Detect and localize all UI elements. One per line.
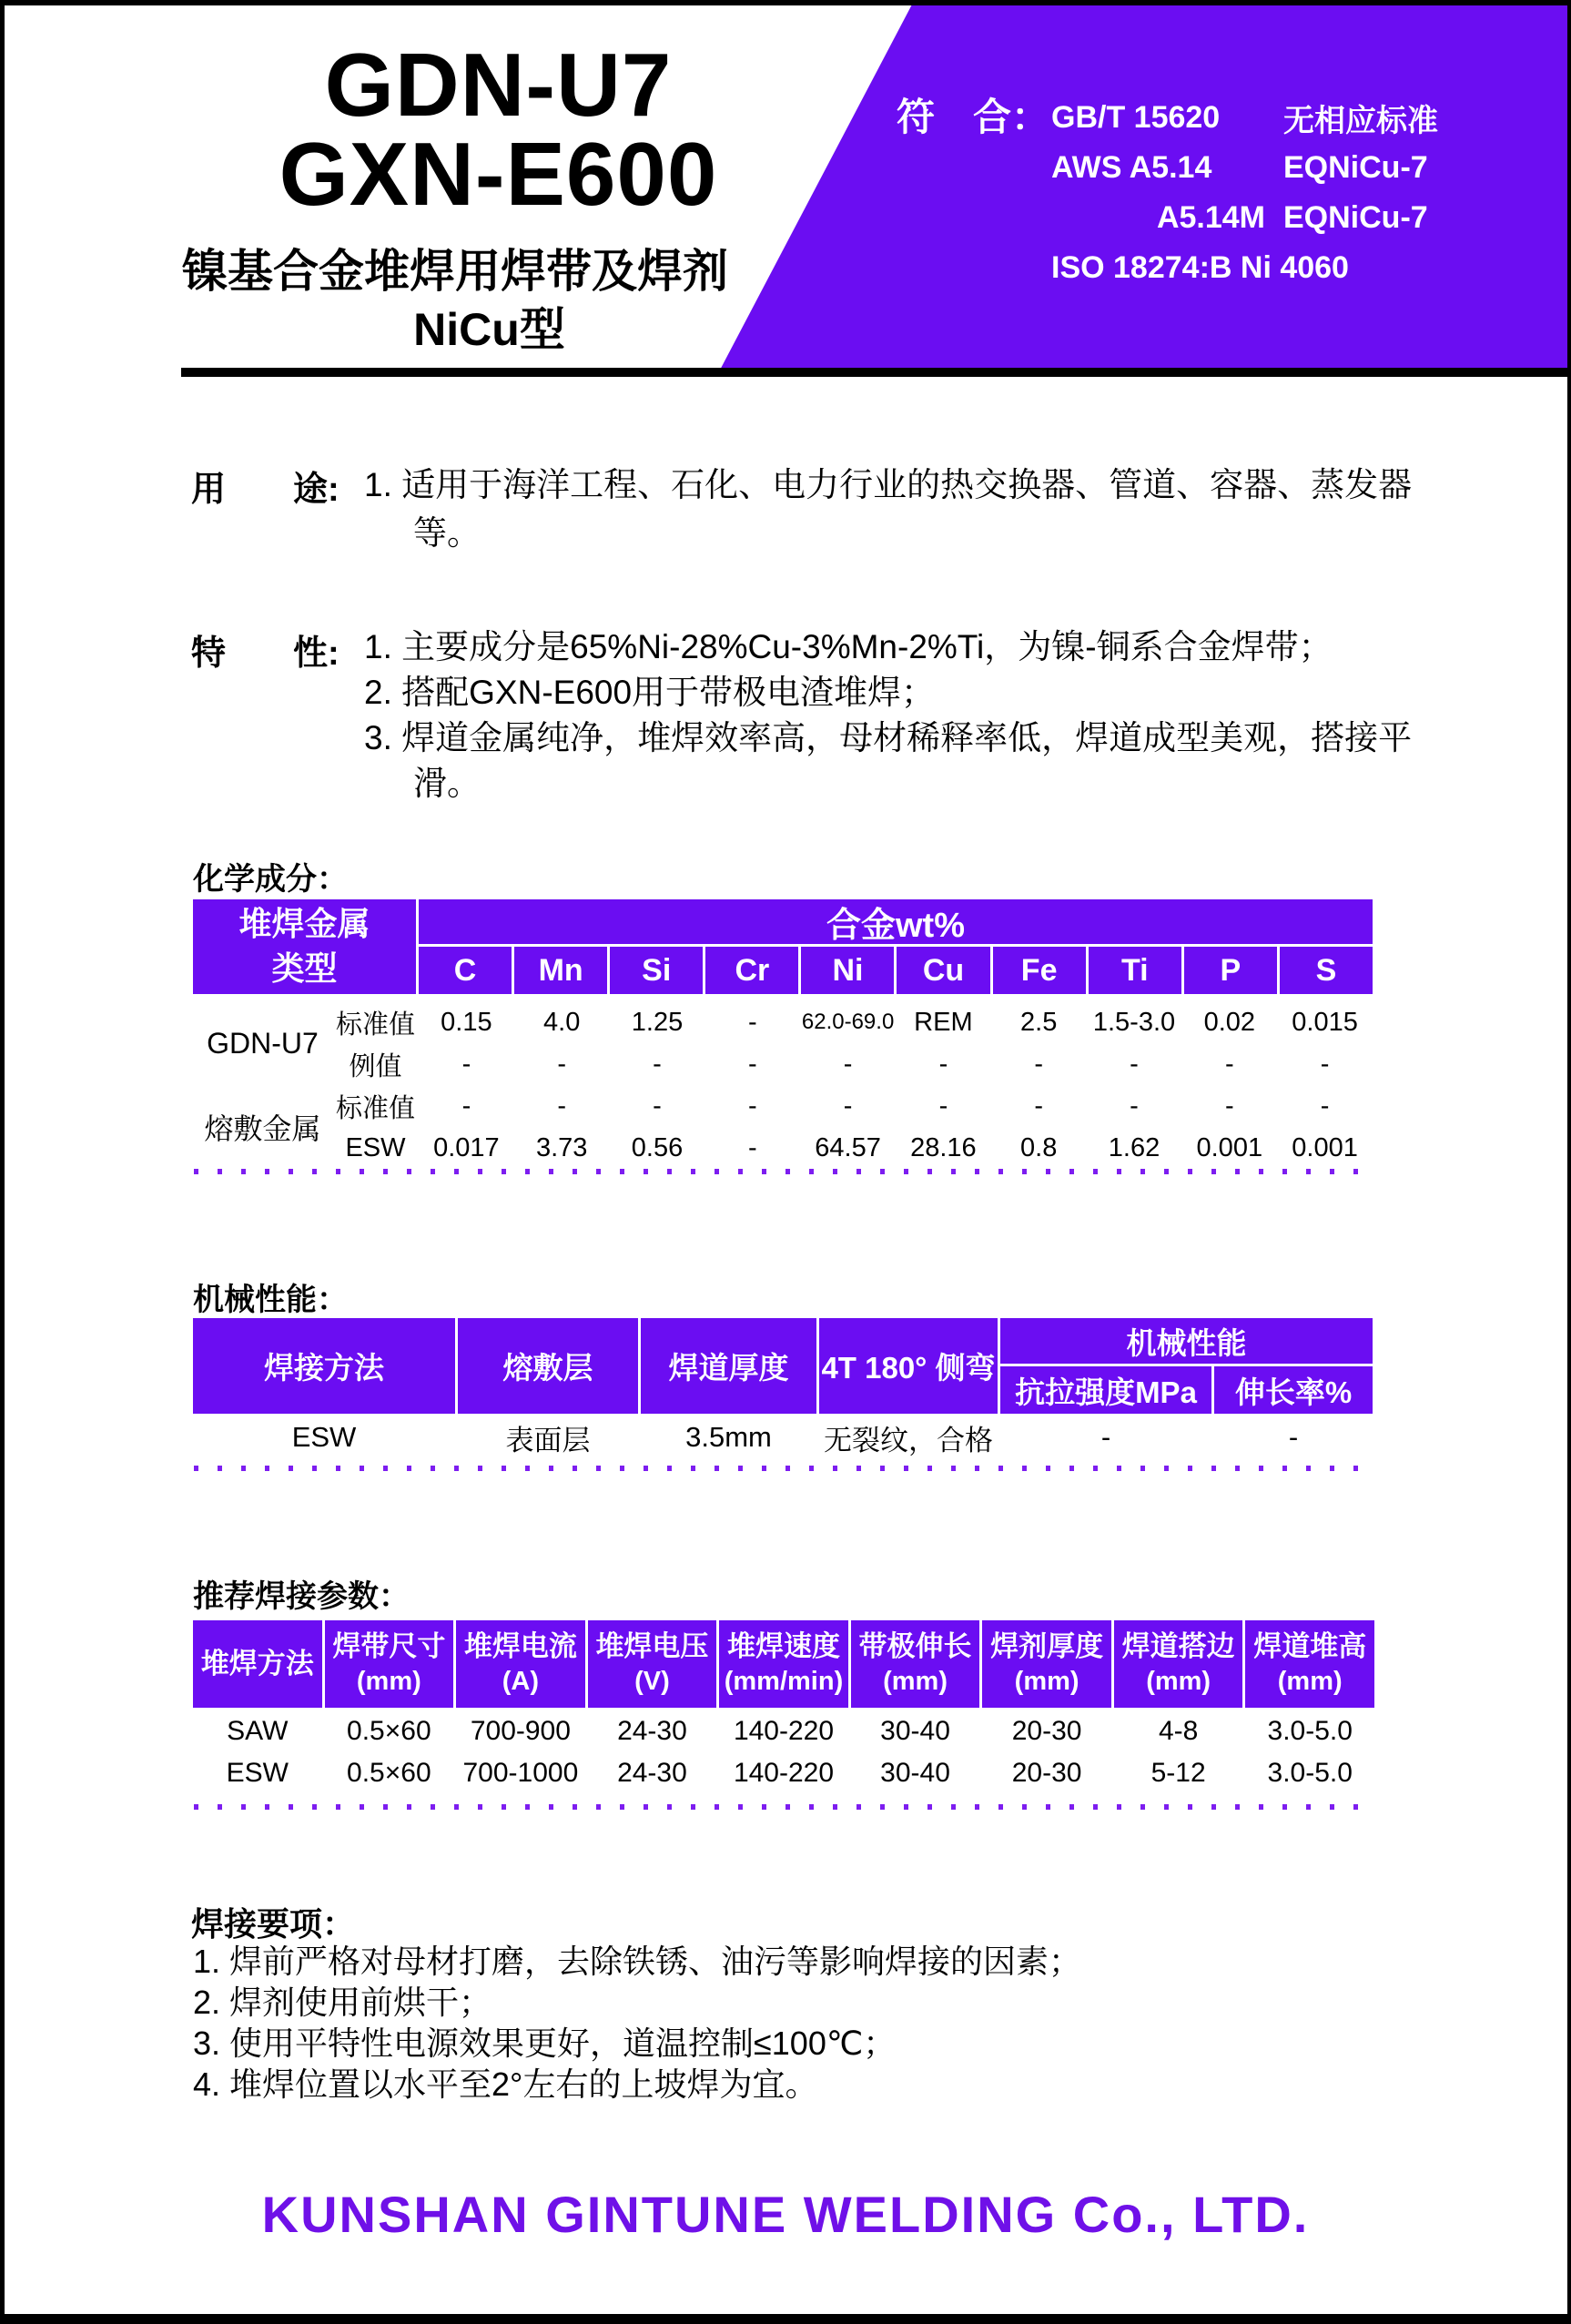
column-header: [851, 1620, 980, 1708]
element-header: Mn: [514, 947, 607, 994]
parameters-section-title: 推荐焊接参数：: [193, 1579, 410, 1614]
value-cell: 0.15: [441, 1007, 492, 1037]
standard-name: GB/T 15620: [1051, 100, 1221, 135]
feature-line: 滑。: [413, 765, 481, 802]
value-cell: 1.62: [1108, 1132, 1161, 1162]
column-header-name: 堆焊方法: [200, 1647, 314, 1680]
standard-designation: EQNiCu-7: [1283, 150, 1428, 185]
value-cell: 3.73: [535, 1132, 588, 1162]
value-cell: -: [938, 1049, 948, 1079]
value-cell: -: [653, 1049, 662, 1079]
standard-name: A5.14M: [1156, 200, 1265, 235]
chemical-type-header-line2: 类型: [271, 949, 338, 987]
column-header-name: 带极伸长: [858, 1630, 972, 1662]
element-header: Cu: [897, 947, 989, 994]
value-cell: -: [1320, 1049, 1330, 1079]
note-item: 2. 焊剂使用前烘干；: [193, 1984, 492, 2021]
alloy-type-label: NiCu型: [413, 304, 565, 355]
column-header: [1114, 1620, 1243, 1708]
value-cell: -: [747, 1132, 757, 1162]
value-cell: -: [747, 1007, 757, 1037]
value-cell: -: [557, 1091, 567, 1121]
column-header-name: 堆焊速度: [726, 1630, 840, 1662]
performance-group-header: 机械性能: [1000, 1318, 1373, 1364]
usage-line: 等。: [413, 514, 481, 552]
note-item: 1. 焊前严格对母材打磨，去除铁锈、油污等影响焊接的因素；: [193, 1943, 1082, 1980]
value-cell: -: [1130, 1091, 1139, 1121]
usage-text: [364, 461, 1412, 557]
value-cell: 0.017: [433, 1132, 500, 1162]
features-label: 特: [191, 634, 227, 673]
row-kind-cell: 例值: [349, 1051, 402, 1081]
value-cell: 30-40: [880, 1758, 950, 1788]
metal-type-cell: 熔敷金属: [204, 1112, 321, 1145]
column-header: [193, 1620, 322, 1708]
chemical-section-title: 化学成分：: [193, 862, 348, 897]
column-header: 4T 180° 侧弯: [819, 1318, 998, 1414]
value-cell: 0.5×60: [347, 1758, 431, 1788]
value-cell: -: [1130, 1049, 1139, 1079]
column-header: [1245, 1620, 1374, 1708]
standard-row: [1051, 243, 1470, 293]
column-header-unit: (A): [502, 1667, 540, 1697]
value-cell: 24-30: [617, 1758, 687, 1788]
value-cell: 4-8: [1158, 1716, 1199, 1746]
value-cell: 0.56: [631, 1132, 684, 1162]
section-dotted-separator: [194, 1466, 1374, 1471]
value-cell: -: [938, 1091, 948, 1121]
value-cell: REM: [914, 1007, 973, 1037]
chemical-table-body: [193, 1001, 1373, 1169]
value-cell: 3.0-5.0: [1267, 1716, 1353, 1746]
product-subtitle: 镍基合金堆焊用焊带及焊剂: [182, 246, 728, 297]
value-cell: 4.0: [543, 1007, 581, 1037]
element-header: S: [1280, 947, 1373, 994]
column-header: 抗拉强度MPa: [1000, 1366, 1211, 1414]
row-kind-cell: 标准值: [335, 1010, 415, 1040]
page-border-left: [0, 0, 5, 2324]
product-code-secondary: GXN-E600: [279, 124, 718, 224]
notes-list: [193, 1941, 1081, 2105]
element-header: P: [1184, 947, 1277, 994]
standard-designation: EQNiCu-7: [1283, 200, 1428, 235]
value-cell: 无裂纹，合格: [824, 1424, 993, 1456]
column-header-name: 焊道堆高: [1253, 1630, 1367, 1662]
value-cell: 30-40: [880, 1716, 950, 1746]
value-cell: 20-30: [1011, 1716, 1082, 1746]
column-header-unit: (mm): [1014, 1667, 1079, 1697]
column-header-name: 堆焊电压: [595, 1630, 709, 1662]
usage-label: 用: [191, 471, 227, 509]
section-dotted-separator: [194, 1169, 1374, 1174]
value-cell: 140-220: [733, 1716, 835, 1746]
column-header: [982, 1620, 1111, 1708]
value-cell: 24-30: [617, 1716, 687, 1746]
standard-row: [1051, 143, 1470, 193]
value-cell: 2.5: [1020, 1007, 1058, 1037]
value-cell: -: [747, 1049, 757, 1079]
column-header: [719, 1620, 848, 1708]
standard-row: [1051, 193, 1470, 243]
value-cell: 140-220: [733, 1758, 835, 1788]
chemical-type-header: [193, 899, 416, 994]
value-cell: 62.0-69.0: [801, 1010, 895, 1034]
mechanical-section-title: 机械性能：: [193, 1283, 348, 1317]
parameters-table-header: [193, 1620, 1374, 1708]
column-header: 焊道厚度: [641, 1318, 816, 1414]
chemical-type-header-line1: 堆焊金属: [238, 905, 370, 943]
value-cell: 1.25: [631, 1007, 684, 1037]
standards-list: [1051, 93, 1470, 293]
column-header-unit: (mm): [1146, 1667, 1211, 1697]
column-header-name: 焊道搭边: [1121, 1630, 1235, 1662]
column-header: 焊接方法: [193, 1318, 455, 1414]
element-header: Ti: [1089, 947, 1181, 994]
value-cell: 0.5×60: [347, 1716, 431, 1746]
value-cell: 1.5-3.0: [1092, 1007, 1176, 1037]
value-cell: -: [1320, 1091, 1330, 1121]
usage-line: 1. 适用于海洋工程、石化、电力行业的热交换器、管道、容器、蒸发器: [364, 466, 1413, 503]
value-cell: -: [653, 1091, 662, 1121]
section-dotted-separator: [194, 1804, 1374, 1810]
row-kind-cell: ESW: [345, 1132, 406, 1162]
note-item: 3. 使用平特性电源效果更好，道温控制≤100℃；: [193, 2025, 897, 2062]
value-cell: -: [1034, 1091, 1044, 1121]
column-header-name: 焊带尺寸: [332, 1630, 446, 1662]
notes-section-title: 焊接要项：: [191, 1905, 356, 1943]
column-header: [588, 1620, 717, 1708]
element-header: Si: [610, 947, 703, 994]
element-header: Fe: [993, 947, 1086, 994]
mechanical-table-body: [193, 1414, 1373, 1461]
column-header-unit: (mm): [883, 1667, 948, 1697]
value-cell: 表面层: [505, 1424, 591, 1456]
column-header: [325, 1620, 454, 1708]
value-cell: 0.8: [1020, 1132, 1058, 1162]
column-header: [456, 1620, 585, 1708]
mechanical-table-header: [193, 1318, 1373, 1414]
column-header-unit: (mm): [1277, 1667, 1343, 1697]
features-text: [364, 624, 1412, 807]
standard-designation: 无相应标准: [1283, 104, 1438, 138]
value-cell: -: [843, 1091, 853, 1121]
value-cell: -: [557, 1049, 567, 1079]
standard-name: AWS A5.14: [1051, 150, 1212, 185]
value-cell: 0.001: [1292, 1132, 1358, 1162]
metal-type-cell: GDN-U7: [207, 1026, 319, 1060]
features-label-suffix: 性:: [293, 634, 340, 673]
column-header-name: 焊剂厚度: [990, 1630, 1104, 1662]
chemical-table-header: [193, 899, 1373, 994]
element-header: Ni: [801, 947, 894, 994]
method-cell: ESW: [226, 1758, 289, 1788]
feature-line: 3. 焊道金属纯净，堆焊效率高，母材稀释率低，焊道成型美观，搭接平: [364, 719, 1413, 756]
standard-row: [1051, 93, 1470, 143]
value-cell: 28.16: [910, 1132, 977, 1162]
value-cell: -: [1034, 1049, 1044, 1079]
value-cell: 0.02: [1203, 1007, 1256, 1037]
feature-line: 2. 搭配GXN-E600用于带极电渣堆焊；: [364, 674, 936, 711]
column-header-unit: (V): [634, 1667, 670, 1697]
value-cell: 700-1000: [462, 1758, 579, 1788]
value-cell: -: [1288, 1421, 1299, 1453]
standard-name: ISO 18274:B Ni 4060: [1051, 250, 1349, 285]
page-border-top: [0, 0, 1571, 5]
parameters-table-body: [193, 1710, 1374, 1794]
value-cell: 5-12: [1150, 1758, 1206, 1788]
column-header: 熔敷层: [458, 1318, 638, 1414]
value-cell: ESW: [291, 1421, 357, 1453]
value-cell: -: [461, 1049, 471, 1079]
value-cell: 0.015: [1292, 1007, 1358, 1037]
note-item: 4. 堆焊位置以水平至2°左右的上坡焊为宜。: [193, 2065, 818, 2103]
value-cell: -: [1100, 1421, 1111, 1453]
value-cell: -: [1224, 1091, 1234, 1121]
element-header: Cr: [705, 947, 798, 994]
value-cell: -: [461, 1091, 471, 1121]
product-code-primary: GDN-U7: [324, 35, 673, 135]
value-cell: 3.5mm: [685, 1421, 772, 1453]
row-kind-cell: 标准值: [335, 1093, 415, 1123]
usage-label-suffix: 途:: [293, 471, 340, 509]
method-cell: SAW: [227, 1716, 289, 1746]
column-header: 伸长率%: [1214, 1366, 1373, 1414]
value-cell: 3.0-5.0: [1267, 1758, 1353, 1788]
alloy-wt-header: 合金wt%: [419, 899, 1373, 944]
column-header-name: 堆焊电流: [463, 1630, 577, 1662]
conformance-label: 符 合：: [897, 96, 1050, 138]
value-cell: -: [747, 1091, 757, 1121]
value-cell: 0.001: [1196, 1132, 1263, 1162]
feature-line: 1. 主要成分是65%Ni-28%Cu-3%Mn-2%Ti，为镍-铜系合金焊带；: [364, 628, 1333, 665]
value-cell: 700-900: [470, 1716, 571, 1746]
value-cell: -: [843, 1049, 853, 1079]
column-header-unit: (mm): [356, 1667, 421, 1697]
column-header-unit: (mm/min): [724, 1667, 844, 1697]
page-border-bottom: [0, 2314, 1571, 2324]
page-border-right: [1567, 0, 1571, 2324]
value-cell: 20-30: [1011, 1758, 1082, 1788]
value-cell: -: [1224, 1049, 1234, 1079]
header-divider-bar: [181, 368, 1571, 377]
value-cell: 64.57: [815, 1132, 881, 1162]
element-header: C: [419, 947, 512, 994]
company-name: KUNSHAN GINTUNE WELDING Co., LTD.: [261, 2186, 1310, 2243]
